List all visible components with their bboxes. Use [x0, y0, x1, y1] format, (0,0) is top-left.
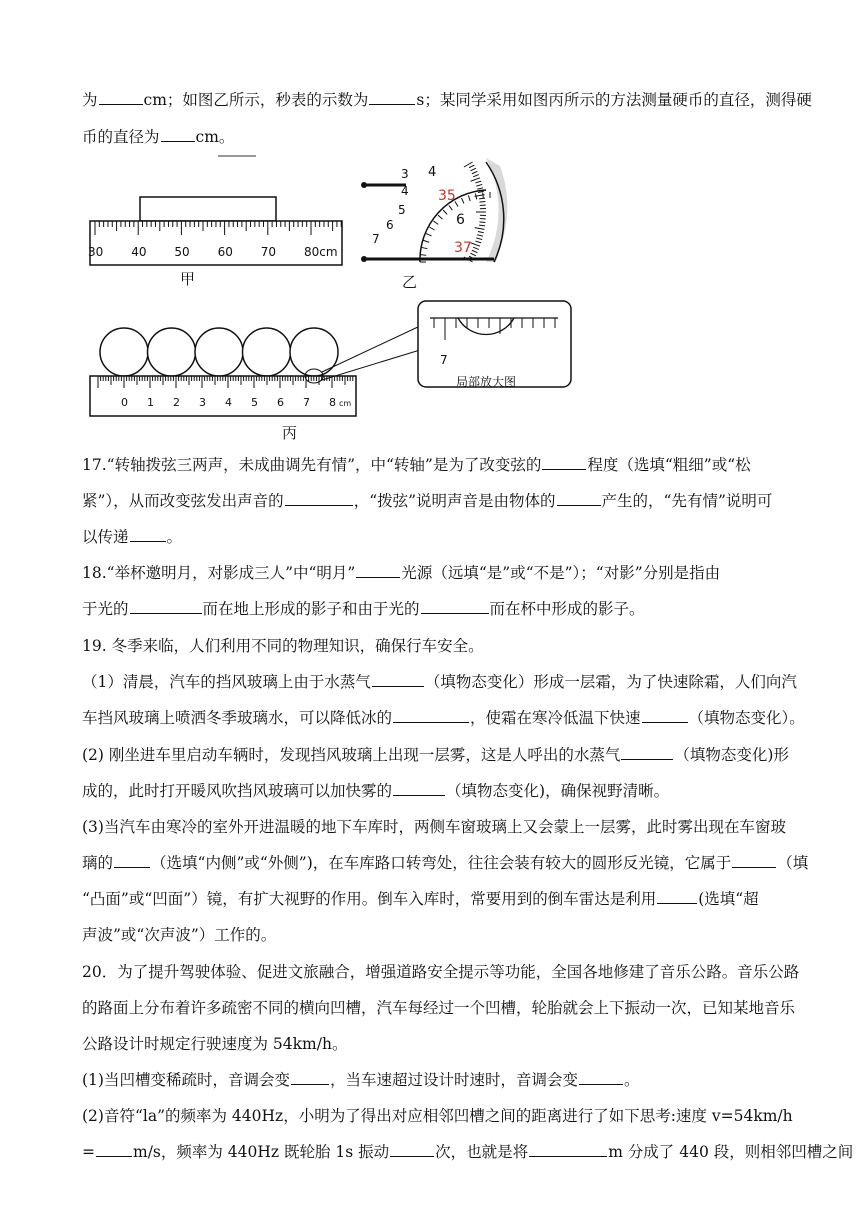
answer-blank[interactable]: [657, 889, 697, 904]
text-run: m 分成了 440 段，则相邻凹槽之间: [608, 1143, 854, 1161]
text-run: ，使霜在寒冷低温下快速: [470, 709, 641, 727]
coin: [243, 328, 291, 376]
text-run: 19. 冬季来临，人们利用不同的物理知识，确保行车安全。: [82, 637, 484, 655]
ruler-unit: cm: [339, 399, 352, 408]
text-run: 而在地上形成的影子和由于光的: [202, 600, 420, 618]
text-run: (3)当汽车由寒冷的室外开进温暖的地下车库时，两侧车窗玻璃上又会蒙上一层雾，此时雾出现在车窗玻: [82, 818, 786, 836]
text-line: [82, 745, 789, 765]
outer-num-35: 35: [438, 188, 456, 204]
text-run: 以传递: [82, 528, 129, 546]
text-line: [82, 962, 799, 982]
answer-blank[interactable]: [621, 745, 673, 760]
text-run: （填物态变化）。: [688, 709, 805, 727]
ruler-label: 4: [225, 396, 232, 409]
text-run: cm；如图乙所示，秒表的示数为: [143, 91, 369, 109]
dial-tick: [475, 181, 481, 183]
dial-tick: [473, 175, 479, 177]
outer-num-6: 6: [456, 212, 465, 228]
text-run: 紧”），从而改变弦发出声音的: [82, 492, 284, 510]
dial-tick: [471, 243, 480, 246]
answer-blank[interactable]: [285, 491, 353, 506]
text-run: 声波”或“次声波”）工作的。: [82, 926, 277, 944]
answer-blank[interactable]: [99, 90, 143, 105]
inner-num-5: 5: [398, 203, 406, 217]
text-run: 的路面上分布着许多疏密不同的横向凹槽，汽车每经过一个凹槽，轮胎就会上下振动一次，已知某地音乐: [82, 999, 796, 1017]
text-line: [82, 636, 484, 656]
text-run: 。: [623, 1071, 640, 1089]
answer-blank[interactable]: [369, 90, 415, 105]
answer-blank[interactable]: [390, 1142, 434, 1157]
text-run: 于光的: [82, 600, 129, 618]
ruler-label: 80cm: [304, 245, 338, 259]
text-run: s；某同学采用如图丙所示的方法测量硬币的直径，测得硬: [416, 91, 812, 109]
dial-tick: [476, 238, 482, 240]
ruler-label: 1: [147, 396, 154, 409]
dial-tick: [473, 247, 479, 249]
ruler-label: 5: [251, 396, 258, 409]
inner-num-7: 7: [372, 232, 380, 246]
inner-num-6: 6: [386, 218, 394, 232]
ruler-label: 70: [260, 245, 277, 259]
text-run: ，“拨弦”说明声音是由物体的: [353, 492, 556, 510]
dial-tick: [470, 168, 475, 171]
dial-tick: [469, 165, 474, 168]
dial-tick: [423, 240, 429, 242]
dial-tick: [483, 192, 484, 198]
dial-tick: [422, 247, 428, 248]
dial-tick: [476, 184, 482, 186]
text-run: （填物态变化）形成一层霜，为了快速除霜，人们向汽: [424, 673, 797, 691]
text-run: (1)当凹槽变稀疏时，音调会变: [82, 1071, 290, 1089]
dial-tick: [443, 210, 447, 214]
outer-num-37: 37: [454, 240, 472, 256]
text-run: (2) 刚坐进车里启动车辆时，发现挡风玻璃上出现一层雾，这是人呼出的水蒸气: [82, 746, 621, 764]
answer-blank[interactable]: [96, 1142, 132, 1157]
text-line: [82, 1142, 853, 1162]
dial-tick: [433, 221, 438, 225]
answer-blank[interactable]: [732, 853, 776, 868]
dial-tick: [478, 232, 484, 233]
caption-yi: 乙: [402, 273, 418, 291]
dial-tick: [426, 234, 431, 236]
coin: [100, 328, 148, 376]
text-line: [82, 90, 812, 110]
text-line: [82, 889, 759, 909]
text-run: cm。: [195, 128, 235, 146]
text-line: [82, 853, 808, 873]
answer-blank[interactable]: [372, 672, 424, 687]
text-run: (2)音符“la”的频率为 440Hz，小明为了得出对应相邻凹槽之间的距离进行了如下思考:速度 v=54km/h: [82, 1107, 793, 1125]
ruler-label: 2: [173, 396, 180, 409]
text-run: 璃的: [82, 854, 114, 872]
dial-tick: [420, 255, 426, 256]
caption-bing: 丙: [282, 424, 298, 442]
caption-jia: 甲: [180, 270, 196, 288]
inner-num-4: 4: [401, 184, 409, 198]
text-line: [82, 455, 751, 475]
dial-tick: [472, 171, 477, 173]
dial-tick: [429, 227, 434, 230]
text-line: [82, 817, 786, 837]
text-run: 17.“转轴拨弦三两声，未成曲调先有情”，中“转轴”是为了改变弦的: [82, 456, 542, 474]
text-run: 20．为了提升驾驶体验、促进文旅融合，增强道路安全提示等功能，全国各地修建了音乐公路。音乐公路: [82, 963, 800, 981]
answer-blank[interactable]: [557, 491, 601, 506]
text-run: 次，也就是将: [435, 1143, 529, 1161]
text-line: [82, 998, 795, 1018]
dial-tick: [472, 250, 477, 252]
text-run: 为: [82, 91, 98, 109]
text-run: （填物态变化)形: [674, 746, 789, 764]
ruler-label: 8: [329, 396, 336, 409]
ruler-label: 50: [174, 245, 190, 259]
text-line: [82, 127, 234, 147]
text-line: [82, 1106, 793, 1126]
text-line: [82, 672, 797, 692]
figure-jia-ruler: [84, 150, 349, 290]
dial-tick: [471, 178, 480, 181]
answer-blank[interactable]: [393, 708, 469, 723]
ruler-label: 6: [277, 396, 284, 409]
answer-blank[interactable]: [579, 1070, 623, 1085]
dial-tick: [477, 188, 483, 189]
text-run: 而在杯中形成的影子。: [489, 600, 645, 618]
outer-num-4: 4: [428, 165, 437, 180]
text-run: =: [82, 1143, 95, 1161]
dial-tick: [462, 198, 464, 203]
text-run: 币的直径为: [82, 128, 160, 146]
dial-tick: [479, 222, 485, 223]
answer-blank[interactable]: [421, 599, 489, 614]
ruler-label: 0: [121, 396, 128, 409]
text-run: （1）清晨，汽车的挡风玻璃上由于水蒸气: [82, 673, 371, 691]
answer-blank[interactable]: [130, 599, 202, 614]
answer-blank[interactable]: [542, 455, 586, 470]
dial-tick: [475, 241, 481, 243]
text-line: [82, 925, 276, 945]
dial-tick: [479, 198, 485, 199]
text-run: （填: [777, 854, 809, 872]
answer-blank[interactable]: [642, 708, 688, 723]
answer-blank[interactable]: [291, 1070, 329, 1085]
zoom-caption: 局部放大图: [456, 375, 517, 389]
dial-tick: [438, 215, 442, 219]
text-run: ，当车速超过设计时速时，音调会变: [329, 1071, 578, 1089]
text-line: [82, 491, 772, 511]
text-run: 光源（远填“是”或“不是”）；“对影”分别是指由: [401, 564, 721, 582]
answer-blank[interactable]: [356, 563, 400, 578]
text-run: (选填“超: [698, 890, 759, 908]
dial-tick: [475, 194, 476, 200]
text-line: [82, 781, 669, 801]
dial-tick: [449, 205, 453, 210]
answer-blank[interactable]: [114, 853, 150, 868]
coin: [195, 328, 243, 376]
text-run: 。: [166, 528, 183, 546]
dial-tick: [479, 202, 485, 203]
text-line: [82, 599, 645, 619]
answer-blank[interactable]: [529, 1142, 607, 1157]
ruler-label: 3: [199, 396, 206, 409]
measured-block: [140, 197, 276, 221]
figure-yi-stopwatch: [360, 158, 520, 293]
ruler-label: 7: [303, 396, 310, 409]
dial-tick: [475, 228, 485, 230]
ruler-label: 40: [131, 245, 147, 259]
ruler-label: 60: [217, 245, 233, 259]
text-run: （选填“内侧”或“外侧”)，在车库路口转弯处，往往会装有较大的圆形反光镜，它属于: [151, 854, 732, 872]
text-line: [82, 708, 805, 728]
answer-blank[interactable]: [393, 781, 445, 796]
text-run: 程度（选填“粗细”或“松: [587, 456, 751, 474]
dial-tick: [479, 225, 485, 226]
text-run: （填物态变化)，确保视野清晰。: [446, 782, 670, 800]
coin: [148, 328, 196, 376]
zoom-tick-label: 7: [440, 353, 448, 367]
text-run: 18.“举杯邀明月，对影成三人”中“明月”: [82, 564, 356, 582]
text-run: 成的，此时打开暖风吹挡风玻璃可以加快雾的: [82, 782, 393, 800]
answer-blank[interactable]: [161, 127, 195, 142]
dial-tick: [477, 235, 483, 236]
text-line: [82, 527, 182, 547]
text-line: [82, 563, 720, 583]
text-run: “凸面”或“凹面”）镜，有扩大视野的作用。倒车入库时，常要用到的倒车雷达是利用: [82, 890, 657, 908]
text-run: m/s，频率为 440Hz 既轮胎 1s 振动: [133, 1143, 390, 1161]
figure-bing-coins: [88, 298, 578, 444]
ruler-body: [90, 376, 356, 416]
answer-blank[interactable]: [130, 527, 166, 542]
text-line: [82, 1034, 347, 1054]
text-run: 产生的，“先有情”说明可: [601, 492, 773, 510]
text-line: [82, 1070, 640, 1090]
dial-tick: [468, 195, 470, 201]
inner-num-3: 3: [401, 167, 409, 181]
text-run: 公路设计时规定行驶速度为 54km/h。: [82, 1035, 348, 1053]
ruler-label: 30: [88, 245, 104, 259]
text-run: 车挡风玻璃上喷洒冬季玻璃水，可以降低冰的: [82, 709, 393, 727]
